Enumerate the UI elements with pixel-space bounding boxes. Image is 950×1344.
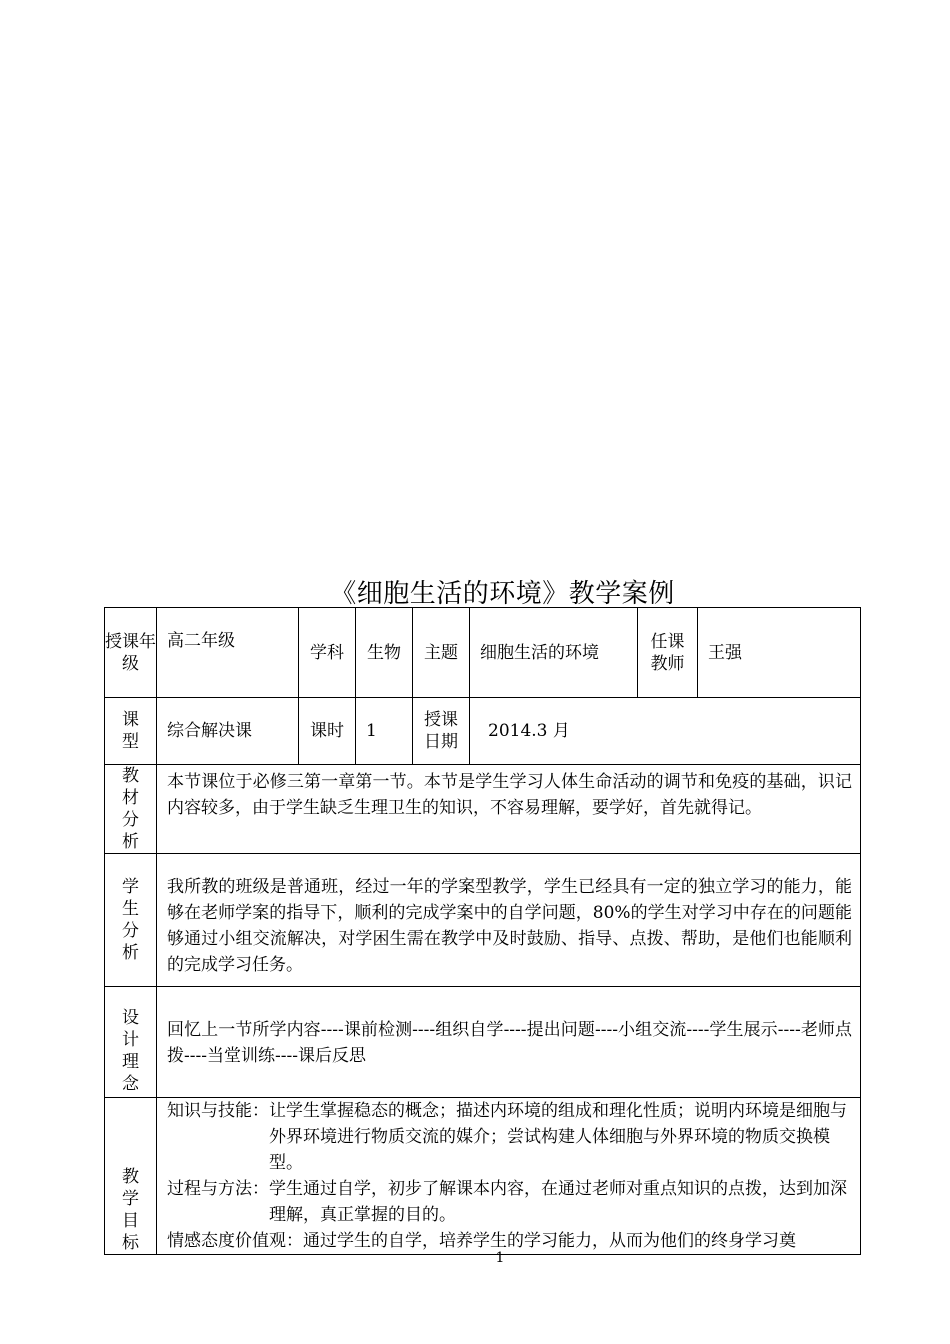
design-content: 回忆上一节所学内容----课前检测----组织自学----提出问题----小组交流----学生展示----老师点拨----当堂训练----课后反思 (157, 987, 861, 1098)
subject-label: 学科 (299, 608, 356, 698)
row-teaching-objectives (105, 1098, 861, 1255)
date-value: 2014.3 月 (470, 698, 861, 765)
teacher-value: 王强 (698, 608, 861, 698)
row-textbook-analysis (105, 765, 861, 854)
textbook-content: 本节课位于必修三第一章第一节。本节是学生学习人体生命活动的调节和免疫的基础，识记内容较多，由于学生缺乏生理卫生的知识，不容易理解，要学好，首先就得记。 (157, 765, 861, 854)
design-label: 设计理念 (105, 987, 157, 1098)
grade-label: 授课年级 (105, 608, 157, 698)
page-number: 1 (495, 1250, 505, 1266)
grade-value: 高二年级 (157, 608, 299, 698)
row-design-concept (105, 987, 861, 1098)
knowledge-label: 知识与技能： (167, 1101, 269, 1121)
lesson-plan-table (104, 607, 861, 1255)
emotion-label: 情感态度价值观： (167, 1231, 303, 1251)
knowledge-text: 让学生掌握稳态的概念；描述内环境的组成和理化性质；说明内环境是细胞与外界环境进行物质交流的媒介；尝试构建人体细胞与外界环境的物质交换模型。 (269, 1101, 847, 1173)
objectives-content (157, 1098, 861, 1255)
students-content: 我所教的班级是普通班，经过一年的学案型教学，学生已经具有一定的独立学习的能力，能够在老师学案的指导下，顺利的完成学案中的自学问题，80%的学生对学习中存在的问题能够通过小组交流解决，对学困生需在教学中及时鼓励、指导、点拨、帮助，是他们也能顺利的完成学习任务。 (157, 854, 861, 987)
topic-label: 主题 (413, 608, 470, 698)
hours-value: 1 (356, 698, 413, 765)
date-label: 授课日期 (413, 698, 470, 765)
course-type-label: 课型 (105, 698, 157, 765)
course-type-value: 综合解决课 (157, 698, 299, 765)
subject-value: 生物 (356, 608, 413, 698)
row-student-analysis (105, 854, 861, 987)
textbook-label: 教材分析 (105, 765, 157, 854)
row-course-info (105, 698, 861, 765)
students-label: 学生分析 (105, 854, 157, 987)
process-text: 学生通过自学，初步了解课本内容，在通过老师对重点知识的点拨，达到加深理解，真正掌握的目的。 (269, 1179, 847, 1225)
emotion-text: 通过学生的自学，培养学生的学习能力，从而为他们的终身学习奠 (303, 1231, 796, 1251)
topic-value: 细胞生活的环境 (470, 608, 638, 698)
objectives-label: 教学目标 (105, 1098, 157, 1255)
document-title: 《细胞生活的环境》教学案例 (330, 579, 675, 609)
teacher-label: 任课教师 (638, 608, 698, 698)
objective-knowledge (167, 1098, 856, 1176)
row-basic-info (105, 608, 861, 698)
hours-label: 课时 (299, 698, 356, 765)
objective-process (167, 1176, 856, 1228)
process-label: 过程与方法： (167, 1179, 269, 1199)
